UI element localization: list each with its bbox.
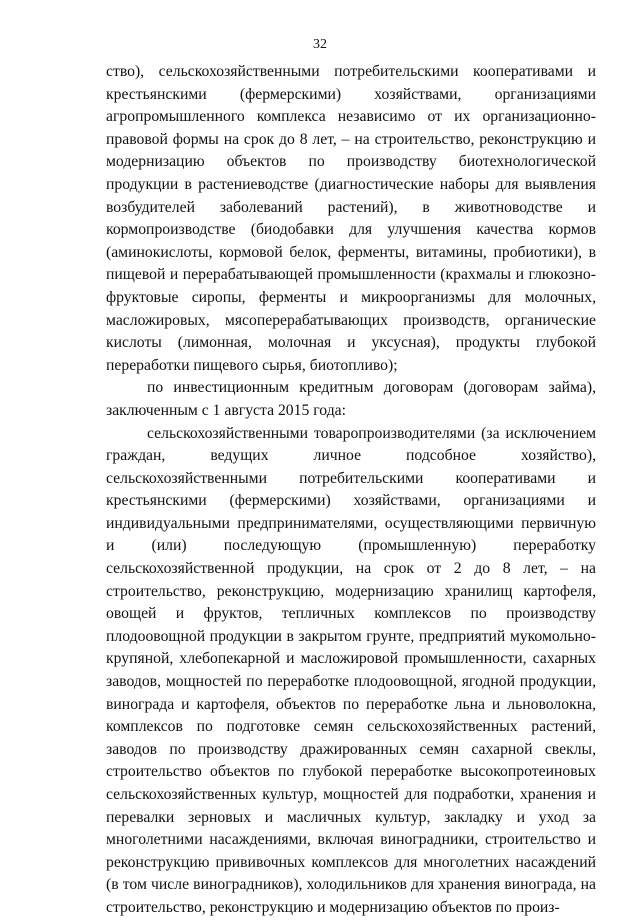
- paragraph-agricultural-producers: сельскохозяйственными товаропроизводителями (за исключением граждан, ведущих личное подсобное хозяйство), сельскохозяйственными потребительскими кооперативами и крестьянскими (фермерскими) хозяйствами, организациями и индивидуальными предпринимателями, осуществляющими первичную и (или) последующую (промышленную) переработку сельскохозяйственной продукции, на срок от 2 до 8 лет, – на строительство, реконструкцию, модернизацию хранилищ картофеля, овощей и фруктов, тепличных комплексов по производству плодоовощной продукции в закрытом грунте, предприятий мукомольно-крупяной, хлебопекарной и масложировой промышленности, сахарных заводов, мощностей по переработке плодоовощной, ягодной продукции, винограда и картофеля, объектов по переработке льна и льноволокна, комплексов по подготовке семян сельскохозяйственных растений, заводов по производству дражированных семян сахарной свеклы, строительство объектов по глубокой переработке высокопротеиновых сельскохозяйственных культур, мощностей для подработки, хранения и перевалки зерновых и масличных культур, закладку и уход за многолетними насаждениями, включая виноградники, строительство и реконструкцию прививочных комплексов для многолетних насаждений (в том числе виноградников), холодильников для хранения винограда, на строительство, реконструкцию и модернизацию объектов по произ-: [106, 424, 596, 916]
- paragraph-investment-loans: по инвестиционным кредитным договорам (договорам займа), заключенным с 1 августа 2015 года:: [106, 379, 596, 419]
- paragraph-continuation: ство), сельскохозяйственными потребительскими кооперативами и крестьянскими (фермерскими) хозяйствами, организациями агропромышленного комплекса независимо от их организационно-правовой формы на срок до 8 лет, – на строительство, реконструкцию и модернизацию объектов по производству биотехнологической продукции в растениеводстве (диагностические наборы для выявления возбудителей заболеваний растений), в животноводстве и кормопроизводстве (биодобавки для улучшения качества кормов (аминокислоты, кормовой белок, ферменты, витамины, пробиотики), в пищевой и перерабатывающей промышленности (крахмалы и глюкозно-фруктовые сиропы, ферменты и микроорганизмы для молочных, масложировых, мясоперерабатывающих производств, органические кислоты (лимонная, молочная и уксусная), продукты глубокой переработки пищевого сырья, биотопливо);: [106, 63, 596, 374]
- document-body: [106, 61, 596, 920]
- page-number: 32: [313, 37, 327, 52]
